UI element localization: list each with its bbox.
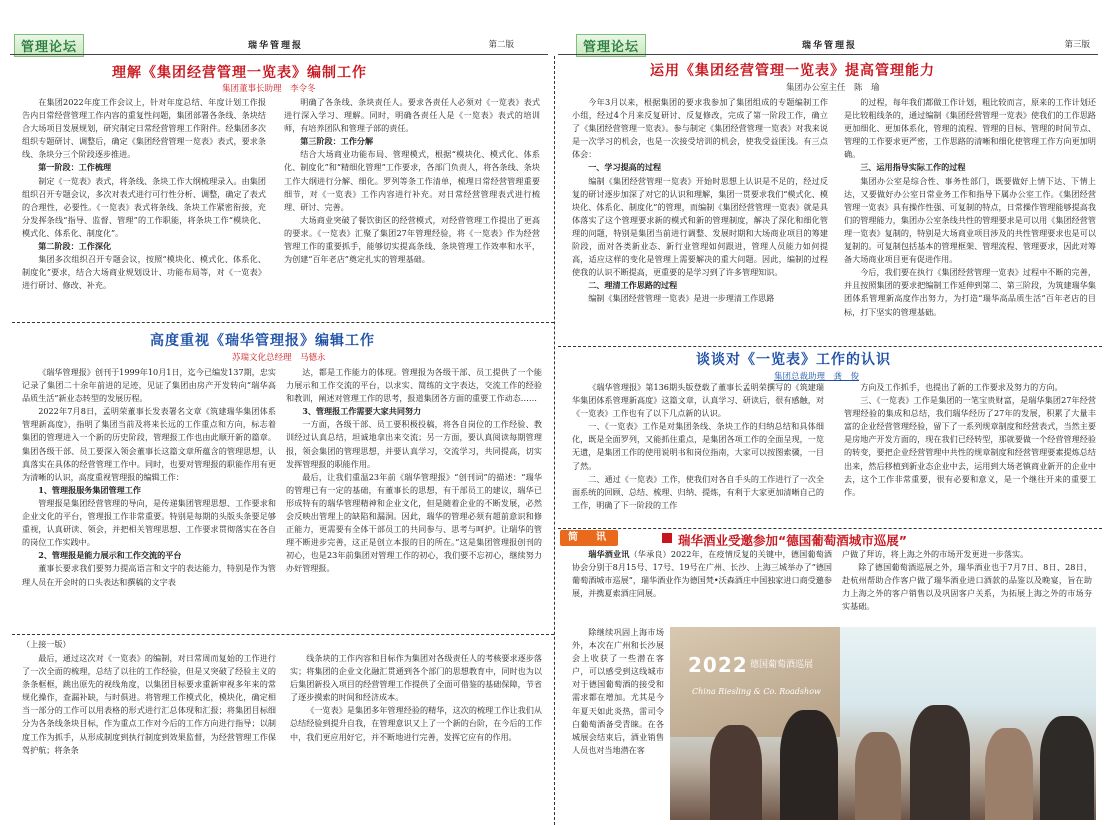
article-byline: 苏瑞文化总经理 马德永 [232,353,326,363]
section-heading: 二、理清工作思路的过程 [588,280,678,291]
paragraph: 今后，我们要在执行《集团经营管理一览表》过程中不断的完善，并且按照集团的要求把编制工作延伸到第二、第三阶段，为筑建瑞华集团体系管理新高度作出努力，为打造“瑞华高品质生活”百年老店的目标，打下坚实的管理基础。 [844,267,1096,317]
roadshow-photo [670,627,1096,820]
paragraph: 最后，通过这次对《一览表》的编制，对日常周而复始的工作进行了一次全面的梳理，总结了以往的工作经验，但是又突破了经验主义的条条框框，跳出原先的视线角度，以集团目标要求重新审视多年来的常规化操作，查漏补缺，与时俱进。将管理工作模式化，模块化，确定相当一部分的工作可以用表格的形式进行汇总体现和汇报；将集团目标细分为各条线条块目标，作为重点工作对今后的工作方向进行指导；以制度工作为抓手，从形成制度到执行制度到效果监督，为经营管理工作保驾护航；将条条 [22,653,276,755]
section-heading: 3、管理报工作需要大家共同努力 [302,406,422,417]
paragraph: 线条块的工作内容和目标作为集团对各级责任人的考核要求逐步落实；将集团的企业文化融汇贯通到各个部门的思想教育中，同时也为以后集团新投入项目的经营管理工作提供了全面可借鉴的基础保障，节省了逐步摸索的时间和经济成本。 [290,653,542,703]
section-divider [558,346,1102,347]
article-byline: 集团办公室主任 陈 瑜 [786,83,880,93]
section-logo: 管理论坛 [14,34,84,57]
header-rule [558,54,1098,55]
paragraph: 《瑞华管理报》创刊于1999年10月1日，迄今已编发137期，忠实记录了集团二十余年前进的足迹，见证了集团由房产开发转向“瑞华高品质生活”新业态转型的发展历程。 [22,367,276,404]
article-title: 谈谈对《一览表》工作的认识 [696,352,891,368]
banner-year: 2022 [688,653,748,677]
section-heading: 一、学习提高的过程 [588,162,662,173]
news-text: （华承良）2022年，在疫情反复的关键中，德国葡萄酒协会分别于8月15号、17号、19号在广州、长沙、上海三城举办了“德国葡萄酒城市巡展”，瑞华酒业作为德国梵•沃森酒庄中国独家进口商受邀参展，并携夏索酒庄同展。 [572,549,832,599]
headline-marker [662,533,672,543]
paragraph: 集团办公室是综合性、事务性部门，既要做好上情下达、下情上达，又要做好办公室日常业务工作和指导下属办公室工作。《集团经营管理一览表》具有操作性强、可复制的特点，日常操作管理能够提高我们的管理能力，集团办公室条线共性的管理要求是可以用《集团经营管理一览表》复制的，特别是大场商业项目涉及的共性管理要求也是可以复制的。可复制包括基本的管理框架、管理流程、管理要求，因此对筹备大场商业项目更有促进作用。 [844,175,1096,265]
news-brief-badge: 简 讯 [560,530,618,546]
article-column [286,366,542,628]
paragraph: 二、通过《一览表》工作，使我们对各自手头的工作进行了一次全面系统的回顾、总结、梳理、归纳、提炼，有利于大家更加清晰自己的工作，明确了下一阶段的工作 [572,473,824,510]
section-divider [12,634,554,635]
banner-subtitle: China Riesling & Co. Roadshow [692,687,821,696]
paragraph: 制定《一览表》表式，将条线、条块工作大纲梳理录入。由集团组织召开专题会议，多次对表式进行可行性分析、调整，确定了表式的合理性，必要性。《一览表》表式将条线、条块工作紧密衔接，充分发挥条线“指导、监督、管理”的工作职能，将条块工作“模块化、模式化、体系化、制度化”。 [22,175,266,238]
section-heading: 2、管理报是能力展示和工作交流的平台 [38,550,182,561]
section-heading: 三、运用指导实际工作的过程 [860,162,966,173]
paragraph: 三、《一览表》工作是集团的一笔宝贵财富，是瑞华集团27年经营管理经验的集成和总结，我们瑞华经历了27年的发展，积累了大量丰富的企业经营管理经验，留下了一系列规章制度和经营表式，当然主要是房地产开发方面的，现在我们已经转型，那就要做一个经营管理经验的转变，要把企业经营管理中共性的规章制度和经营管理要素提炼总结出来，然后移植到新业态企业中去，运用到大场老镇商业新开的企业中去，这个工作非常重要，很有必要和意义，是一个继往开来的重要工作。 [844,395,1096,497]
article-column [844,96,1096,344]
paragraph: 编制《集团经营管理一览表》开始时思想上认识是不足的，经过反复的研讨逐步加深了对它的认识和理解，集团一贯要求我们“模式化、模块化、体系化、制度化”的管理，而编制《集团经营管理一览表》就是具体落实了这个管理要求新的模式和新的管理制度，解决了深化和细化管理的问题，特别是集团当前进行调整、发展时期和大场商业项目的筹建阶段，面对各类新业态、新行业管理如何跟进，管理人员能力如何提高，适应这样的变化是管理上需要解决的重大问题。因此，编制的过程使我的认识不断提高，更重要的是学习到了许多管理知识。 [572,175,828,278]
news-headline: 瑞华酒业受邀参加“德国葡萄酒城市巡展” [678,533,907,548]
paragraph: 一方面，各级干部、员工要积极投稿，将各自岗位的工作经验、教训经过认真总结，坦诚地拿出来交流；另一方面，要认真阅读每期管理报，领会集团的管理思想，并要认真学习，交流学习，共同提高，切实发挥管理报的职能作用。 [286,419,542,469]
article-byline: 集团总裁助理 龚 俊 [774,372,860,382]
paragraph: 达，都是工作能力的体现。管理报为各级干部、员工提供了一个能力展示和工作交流的平台，以求实、简练的文字表达，交流工作的经验和教训，阐述对管理工作的思考，报道集团各方面的重要工作动态…… [286,367,542,404]
paragraph: 管理报是集团经营管理的导向，是传递集团管理思想、工作要求和企业文化的平台，管理报工作非常重要。特别是每期的头版头条要足够重视，认真研读、领会，并把相关管理思想、工作要求贯彻落实在各自的岗位工作实践中。 [22,497,276,548]
article-column [844,381,1096,525]
article-column [284,96,540,314]
continuation-label: （上接一版） [22,639,71,649]
paragraph: 一、《一览表》工作是对集团条线、条块工作的归纳总结和具体细化，既是全面罗列，又能抓住重点，是集团各项工作的全面呈现，一览无遗，是集团工作的使用说明书和岗位指南，大家可以按图索骥，一目了然。 [572,421,824,471]
header-rule [10,54,548,55]
paragraph: 除了德国葡萄酒巡展之外，瑞华酒业也于7月7日、8日、28日，赴杭州帮助合作客户做了瑞华酒业进口酒款的品鉴以及晚宴，旨在助力上海之外的客户销售以及巩固客户关系，为拓展上海之外的市场夯实基础。 [842,562,1092,612]
section-heading: 1、管理报服务集团管理工作 [38,484,141,495]
article-column [572,381,824,525]
section-heading: 第三阶段：工作分解 [300,136,374,147]
page-header [554,0,1104,56]
paragraph: 最后，让我们重温23年前《瑞华管理报》“创刊词”的描述：“瑞华的管理已有一定的基础，有董事长的思想，有干部员工的建议，瑞华已形成特有的瑞华管理精神和企业文化，但是随着企业的不断发展，必然会反映出管理上的缺陷和漏洞。因此，瑞华的管理必须有超前意识和修正能力，更需要有全体干部员工的共同参与、思考与呵护。让瑞华的管理不断进步完善，这正是创立本报的目的所在。”这是集团管理报创刊的初心，也是23年前集团对管理工作的初心，我们要不忘初心，继续努力办好管理报。 [286,471,542,574]
article-column [22,652,276,822]
section-divider [558,528,1102,529]
article-title: 运用《集团经营管理一览表》提高管理能力 [650,63,935,79]
newspaper-name: 瑞华管理报 [802,41,858,51]
paragraph: 明确了各条线、条块责任人。要求各责任人必须对《一览表》表式进行深入学习、理解。同时，明确各责任人是《一览表》表式的培训师，有培养团队和管理子部的责任。 [284,97,540,134]
article-column [572,96,828,344]
paragraph: 集团多次组织召开专题会议，按照“模块化、模式化、体系化、制度化”要求，结合大场商业规划设计、功能布局等，对《一览表》进行研讨、修改、补充。 [22,254,266,291]
article-column [290,652,542,822]
article-byline: 集团董事长助理 李令冬 [222,84,316,94]
article-column [22,366,276,628]
page-number: 第二版 [488,40,514,50]
page-header [0,0,554,56]
paragraph: 今年3月以来，根据集团的要求我参加了集团组成的专题编制工作小组，经过4个月来反复研讨、反复修改，完成了第一阶段工作，确立了《集团经营管理一览表》。参与制定《集团经营管理一览表》对我来说是一次学习的机会，也是一次接受培训的机会，使我受益匪浅。有三点体会： [572,97,828,160]
news-paragraph: 除继续巩固上海市场外，本次在广州和长沙展会上收获了一些潜在客户，可以感受到这线城市对于德国葡萄酒的接受和需求都在增加。尤其是今年夏天如此炎热，雷司令白葡萄酒备受青睐。在各城展会结束后，酒业销售人员也对当地潜在客 [572,627,664,755]
paragraph: 结合大场商业功能布局、管理模式，根据“模块化、模式化、体系化、制度化”和“精细化管理”工作要求，各部门负责人，将各条线、条块工作大纲进行分解、细化。罗列等条工作清单，梳理日常经营管理重要细节，对《一览表》工作内容进行补充。对日常经营管理表式进行梳理、研讨、完善。 [284,149,540,212]
section-heading: 第二阶段：工作深化 [38,241,112,252]
paragraph: 董事长要求我们要努力提高语言和文字的表达能力，特别是作为管理人员在开会时的口头表达和撰稿的文字表 [22,563,276,587]
article-title: 高度重视《瑞华管理报》编辑工作 [150,333,375,349]
paragraph: 在集团2022年度工作会议上，针对年度总结、年度计划工作报告内日常经营管理工作内容的重复性问题，集团部署各条线、条块结合大场项目发展规划，研究制定日常经营管理工作附件。经集团多次组织专题研讨、调整后，确定《集团经营管理一览表》表式，要求条线、条块分三个阶段逐步推进。 [22,97,266,160]
crowd-image [670,700,1096,820]
paragraph: 2022年7月8日，孟明荣董事长发表署名文章《筑建瑞华集团体系管理新高度》，指明了集团当前及将来长远的工作重点和方向，标志着集团的管理进入一个新的历史阶段，管理报工作也由此顺开新的篇章。集团各级干部、员工要深入领会董事长这篇文章所蕴含的管理思想，认真落实在具体的经营管理工作中。同时，也要对管理报的职能作用有更为清晰的认识，高度重视管理报的编辑工作： [22,406,276,482]
article-title: 理解《集团经营管理一览表》编制工作 [112,65,367,81]
newspaper-name: 瑞华管理报 [248,41,304,51]
article-column [22,96,266,314]
news-column [842,548,1092,626]
paragraph: 户做了拜访，将上海之外的市场开发更进一步落实。 [842,549,1029,559]
paragraph: 大场商业突破了餐饮街区的经营模式，对经营管理工作提出了更高的要求。《一览表》汇聚了集团27年管理经验，将《一览表》作为经营管理工作的重要抓手，能够切实提高条线、条块管理工作效率和水平，为创建“百年老店”奠定扎实的管理基础。 [284,214,540,265]
banner-title: 德国葡萄酒巡展 [750,660,814,670]
paragraph: 的过程，每年我们都做工作计划，粗比较而言，原来的工作计划还是比较粗线条的，通过编制《集团经营管理一览表》使我们的工作思路更加细化、更加体系化，管理的流程、管理的目标、管理的时间节点、管理的工作要求更严密，工作思路的清晰和细化使管理工作方向更加明确。 [844,97,1096,160]
paragraph: 方向及工作抓手，也提出了新的工作要求及努力的方向。 [860,382,1063,392]
news-lead: 瑞华酒业讯 [588,549,630,559]
paragraph: 《一览表》是集团多年管理经验的精华，这次的梳理工作让我们从总结经验到提升自我，在管理意识又上了一个新的台阶，在今后的工作中，我们更应用好它，并不断地进行完善，发挥它应有的作用。 [290,705,542,742]
page-number: 第三版 [1064,40,1090,50]
paragraph: 《瑞华管理报》第136期头版登载了董事长孟明荣撰写的《筑建瑞华集团体系管理新高度》这篇文章，认真学习、研读后，很有感触，对《一览表》工作也有了以下几点新的认识。 [572,382,824,419]
paragraph: 编制《集团经营管理一览表》是进一步理清工作思路 [588,293,775,304]
section-heading: 第一阶段：工作梳理 [38,162,112,173]
news-paragraph [572,548,832,626]
section-divider [12,322,554,323]
section-logo: 管理论坛 [576,34,646,57]
